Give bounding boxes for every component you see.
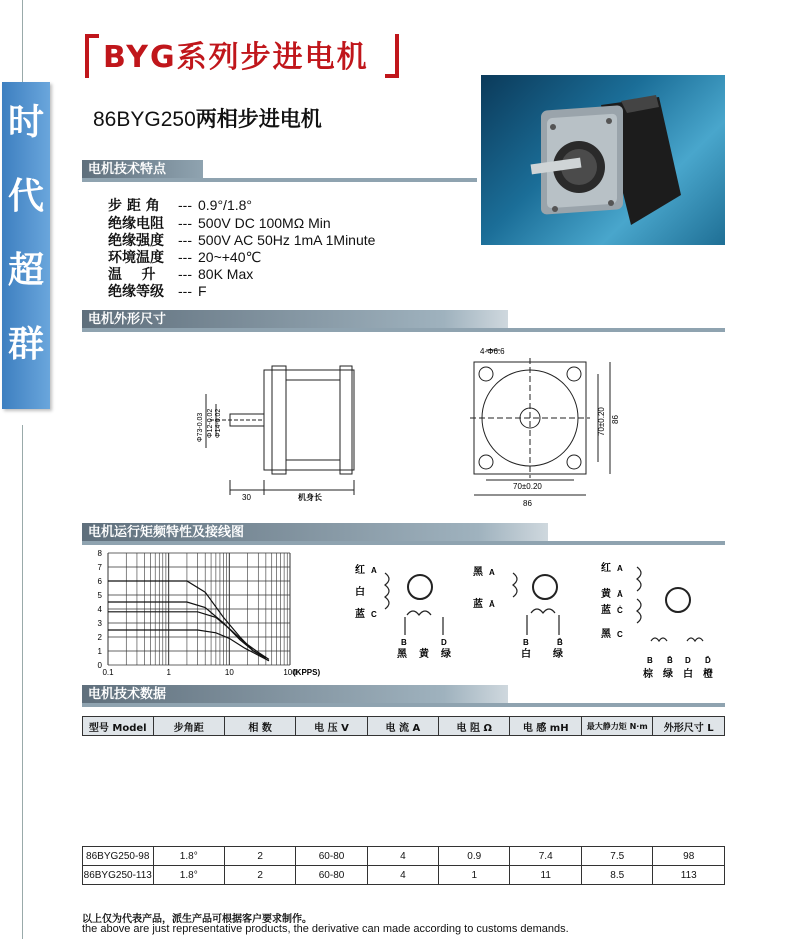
wire-color: 白	[683, 669, 693, 680]
footer-note-en: the above are just representative products, the derivative can made according to customs demands.	[82, 923, 569, 935]
margin-line-bottom	[22, 425, 23, 939]
side-char: 群	[7, 324, 44, 365]
wire-label: 黑	[473, 567, 483, 578]
dim-30: 30	[242, 493, 251, 502]
y-tick-label: 7	[97, 563, 102, 572]
table-row	[83, 866, 725, 885]
wire-color: 棕	[643, 669, 653, 680]
spec-value: 20~+40℃	[198, 249, 262, 265]
wire-pin: Ċ	[617, 606, 623, 615]
spec-row: 绝缘等级 --- F	[108, 283, 207, 300]
table-cell: 98	[653, 847, 725, 866]
table-header: 电 压 V	[296, 717, 367, 736]
torque-series-line	[108, 630, 269, 661]
x-axis-label: (KPPS)	[293, 668, 321, 677]
spec-label: 环境温度	[108, 250, 164, 266]
section-dimensions	[82, 310, 725, 332]
y-tick-label: 3	[97, 619, 102, 628]
wire-label: 蓝	[473, 599, 483, 610]
wire-color: 白	[521, 649, 531, 660]
wire-color: 绿	[441, 649, 451, 660]
table-cell: 2	[225, 847, 296, 866]
table-header-row	[83, 717, 725, 736]
wire-pin: B	[523, 638, 529, 647]
y-tick-label: 0	[97, 661, 102, 670]
spec-label: 绝缘电阻	[108, 216, 164, 232]
spec-table	[82, 716, 725, 885]
wire-pin: Ā	[617, 590, 623, 599]
wire-color: 黑	[397, 649, 407, 660]
table-header: 电 感 mH	[510, 717, 582, 736]
wire-pin: B̄	[557, 638, 563, 647]
table-header: 型号 Model	[83, 717, 154, 736]
wire-pin: D	[441, 638, 447, 647]
dim-86-h: 86	[523, 499, 532, 508]
side-char: 时	[7, 102, 44, 143]
spec-row: 绝缘电阻 --- 500V DC 100MΩ Min	[108, 215, 331, 232]
wire-pin: B	[647, 656, 653, 665]
table-cell: 60-80	[296, 866, 367, 885]
wire-pin: B	[401, 638, 407, 647]
spec-value: 0.9°/1.8°	[198, 197, 253, 213]
table-cell: 1	[439, 866, 510, 885]
spec-label: 温 升	[108, 267, 156, 283]
spec-value: 500V DC 100MΩ Min	[198, 215, 331, 231]
section-rule	[82, 178, 477, 182]
table-cell: 7.4	[510, 847, 582, 866]
wire-pin: A	[371, 566, 377, 575]
section-rule	[82, 703, 725, 707]
wire-pin: D̄	[705, 656, 711, 665]
table-header: 相 数	[225, 717, 296, 736]
y-tick-label: 4	[97, 605, 102, 614]
spec-row: 步 距 角 --- 0.9°/1.8°	[108, 197, 253, 214]
spec-label: 步 距 角	[108, 198, 160, 214]
wire-label: 黑	[601, 629, 611, 640]
wire-color: 橙	[703, 669, 713, 680]
table-header: 电 阻 Ω	[439, 717, 510, 736]
spec-label: 绝缘强度	[108, 233, 164, 249]
y-tick-label: 6	[97, 577, 102, 586]
wire-pin: C	[617, 630, 623, 639]
x-tick-label: 0.1	[102, 668, 114, 677]
dim-70-h: 70±0.20	[513, 482, 542, 491]
wire-label: 红	[355, 565, 365, 576]
wire-pin: Ā	[489, 600, 495, 609]
dimension-drawing	[180, 340, 740, 515]
dim-holes: 4-Φ6.6	[480, 347, 505, 356]
model-title	[93, 103, 322, 133]
table-spacer	[83, 736, 725, 847]
wire-label: 黄	[601, 589, 611, 600]
table-cell: 86BYG250-113	[83, 866, 154, 885]
dim-shaft-2: Φ12-0.02	[207, 408, 214, 438]
spec-label: 绝缘等级	[108, 284, 164, 300]
dim-70-v: 70±0.20	[597, 407, 606, 436]
section-rule	[82, 328, 725, 332]
dim-shaft-1: Φ73-0.03	[197, 412, 204, 442]
side-char: 超	[7, 250, 44, 291]
wire-label: 蓝	[355, 609, 365, 620]
margin-line-top	[22, 0, 23, 82]
wire-pin: C	[371, 610, 377, 619]
spec-row: 环境温度 --- 20~+40℃	[108, 249, 262, 266]
dim-shaft-3: Φ14-0.02	[215, 408, 222, 438]
section-features	[82, 160, 725, 182]
footer-note-cn: 以上仅为代表产品，派生产品可根据客户要求制作。	[82, 914, 312, 925]
table-cell: 86BYG250-98	[83, 847, 154, 866]
table-cell: 4	[367, 866, 438, 885]
dim-body-length: 机身长	[298, 493, 322, 502]
y-tick-label: 5	[97, 591, 102, 600]
section-torque	[82, 523, 725, 545]
wire-color: 黄	[419, 649, 429, 660]
y-tick-label: 8	[97, 549, 102, 558]
section-title: 电机运行矩频特性及接线图	[82, 523, 548, 543]
y-tick-label: 1	[97, 647, 102, 656]
table-header: 步角距	[153, 717, 225, 736]
section-data	[82, 685, 725, 707]
torque-series-line	[108, 612, 269, 660]
spec-value: F	[198, 283, 207, 299]
table-cell: 4	[367, 847, 438, 866]
wire-pin: D	[685, 656, 691, 665]
x-tick-label: 1	[166, 668, 171, 677]
table-header: 最大静力矩 N·m	[581, 717, 653, 736]
table-cell: 1.8°	[153, 847, 225, 866]
wire-label: 白	[355, 587, 365, 598]
table-cell: 2	[225, 866, 296, 885]
section-title: 电机技术数据	[82, 685, 508, 705]
wire-label: 红	[601, 563, 611, 574]
wire-pin: B̄	[667, 656, 673, 665]
wire-pin: A	[617, 564, 623, 573]
spec-value: 80K Max	[198, 266, 254, 282]
table-cell: 7.5	[581, 847, 653, 866]
table-cell: 113	[653, 866, 725, 885]
spec-value: 500V AC 50Hz 1mA 1Minute	[198, 232, 376, 248]
table-cell: 0.9	[439, 847, 510, 866]
dim-86-v: 86	[611, 415, 620, 424]
table-cell: 11	[510, 866, 582, 885]
wire-color: 绿	[553, 649, 563, 660]
section-title: 电机技术特点	[82, 160, 203, 180]
y-tick-label: 2	[97, 633, 102, 642]
table-row	[83, 847, 725, 866]
spec-row: 温 升 --- 80K Max	[108, 266, 254, 283]
wire-color: 绿	[663, 669, 673, 680]
side-tab	[2, 82, 50, 409]
wire-pin: A	[489, 568, 495, 577]
table-cell: 1.8°	[153, 866, 225, 885]
bracket-left	[85, 34, 99, 78]
table-cell: 60-80	[296, 847, 367, 866]
side-char: 代	[7, 176, 44, 217]
table-header: 电 流 A	[367, 717, 438, 736]
x-tick-label: 100	[283, 668, 297, 677]
bracket-right	[385, 34, 399, 78]
table-header: 外形尺寸 L	[653, 717, 725, 736]
spec-row: 绝缘强度 --- 500V AC 50Hz 1mA 1Minute	[108, 232, 376, 249]
model-name: 两相步进电机	[195, 107, 322, 131]
model-code: 86BYG250	[93, 108, 196, 131]
section-title: 电机外形尺寸	[82, 310, 508, 330]
torque-frequency-chart	[80, 545, 340, 680]
brand-title: BYG系列步进电机	[103, 40, 369, 75]
wire-label: 蓝	[601, 605, 611, 616]
wiring-diagrams	[345, 555, 735, 685]
table-cell: 8.5	[581, 866, 653, 885]
x-tick-label: 10	[224, 668, 234, 677]
